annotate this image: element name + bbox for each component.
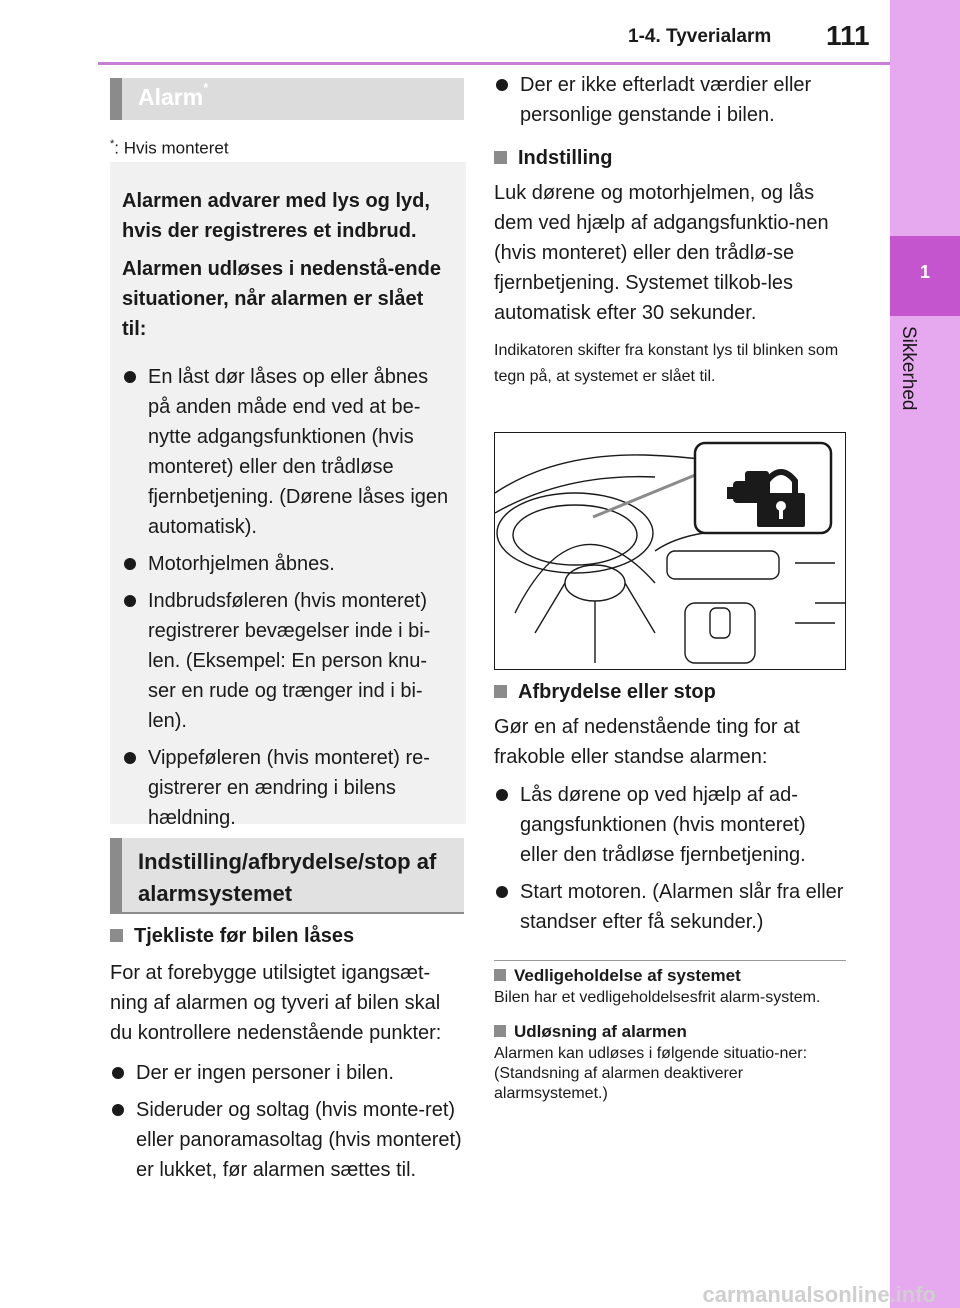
footnote: [110, 138, 229, 159]
checklist-item: Der er ingen personer i bilen.: [110, 1058, 466, 1088]
stop-section: [494, 678, 846, 944]
condition-item: En låst dør låses op eller åbnes på anden måde end ved at be-nytte adgangsfunktionen (hvis monteret) eller den trådløse fjernbetjening. (Dørene låses igen automatisk).: [122, 362, 452, 542]
alarm-heading-title: Alarm: [138, 84, 204, 110]
notes-divider: [494, 960, 846, 961]
chapter-number: 1: [919, 262, 930, 282]
footnote-text: : Hvis monteret: [114, 138, 229, 158]
alarm-heading: [110, 78, 464, 120]
checklist-heading: Tjekliste før bilen låses: [110, 922, 466, 950]
chapter-name: Sikkerhed: [898, 326, 919, 411]
right-column: [494, 70, 846, 390]
indicator-text: Indikatoren skifter fra konstant lys til blinken som tegn på, at systemet er slået til.: [494, 342, 839, 385]
alarm-intro-2: Alarmen udløses i nedenstå-ende situationer, når alarmen er slået til:: [122, 258, 441, 340]
note-text-2: (Standsning af alarmen deaktiverer alarmsystemet.): [494, 1065, 744, 1102]
section-label: 1-4. Tyverialarm: [628, 26, 772, 47]
note-text: Alarmen kan udløses i følgende situatio-ner:: [494, 1045, 808, 1062]
note-heading: Vedligeholdelse af systemet: [494, 964, 848, 988]
condition-item: Vippeføleren (hvis monteret) re-gistrerer en ændring i bilens hældning.: [122, 743, 452, 833]
note-heading: Udløsning af alarmen: [494, 1020, 848, 1044]
dashboard-illustration: [494, 432, 846, 670]
alarm-info-box: [110, 162, 466, 829]
alarm-intro-1: Alarmen advarer med lys og lyd, hvis der registreres et indbrud.: [122, 190, 430, 242]
note-text: Bilen har et vedligeholdelsesfrit alarm-system.: [494, 989, 821, 1006]
checklist-section: [110, 922, 466, 1192]
setting-text: Luk dørene og motorhjelmen, og lås dem ved hjælp af adgangsfunktio-nen (hvis monteret) eller den trådlø-se fjernbetjening. Systemet tilkob-les automatisk efter 30 sekunder.: [494, 182, 829, 324]
checklist-item: Der er ikke efterladt værdier eller personlige genstande i bilen.: [494, 70, 846, 130]
page-number: 111: [826, 20, 870, 51]
chapter-side-strip: [890, 0, 960, 1308]
stop-intro: Gør en af nedenstående ting for at frakoble eller standse alarmen:: [494, 716, 800, 768]
condition-item: Motorhjelmen åbnes.: [122, 549, 452, 579]
dashboard-drawing: [495, 433, 846, 670]
watermark: [0, 1282, 960, 1308]
setting-heading: Indstilling: [494, 144, 846, 172]
notes-area: [494, 964, 848, 1116]
stop-item: Lås dørene op ved hjælp af ad-gangsfunktionen (hvis monteret) eller den trådløse fjernbetjening.: [494, 780, 846, 870]
watermark-text: carmanualsonline.info: [702, 1282, 936, 1307]
checklist-intro: For at forebygge utilsigtet igangsæt-ning af alarmen og tyveri af bilen skal du kontrollere nedenstående punkter:: [110, 962, 442, 1044]
setup-heading-title: Indstilling/afbrydelse/stop af alarmsystemet: [138, 849, 437, 906]
condition-item: Indbrudsføleren (hvis monteret) registrerer bevægelser inde i bi-len. (Eksempel: En person knu-ser en rude og trænger ind i bi-len).: [122, 586, 452, 736]
stop-heading: Afbrydelse eller stop: [494, 678, 846, 706]
setup-heading: [110, 838, 464, 914]
alarm-heading-mark: *: [203, 80, 209, 96]
checklist-item: Sideruder og soltag (hvis monte-ret) eller panoramasoltag (hvis monteret) er lukket, før alarmen sættes til.: [110, 1095, 466, 1185]
header-divider: [98, 62, 890, 65]
stop-item: Start motoren. (Alarmen slår fra eller standser efter få sekunder.): [494, 877, 846, 937]
footnote-mark: *: [110, 138, 115, 150]
